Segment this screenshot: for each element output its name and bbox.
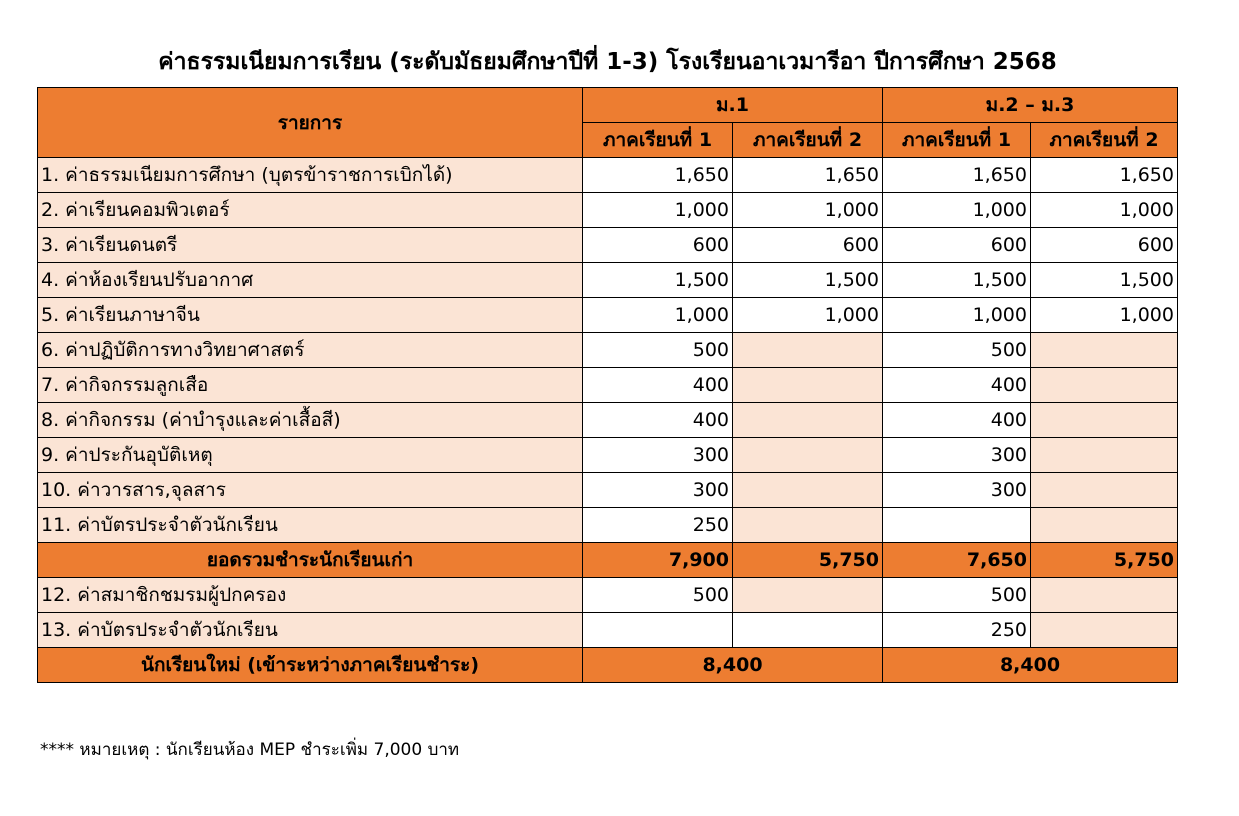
grade-m23-header: ม.2 – ม.3 bbox=[883, 88, 1178, 123]
fee-value: 250 bbox=[883, 613, 1031, 648]
table-row bbox=[38, 333, 1178, 368]
fee-value-empty bbox=[1031, 438, 1178, 473]
fee-value: 500 bbox=[883, 578, 1031, 613]
fee-value-empty bbox=[1031, 403, 1178, 438]
fee-value-empty bbox=[733, 613, 883, 648]
fee-value: 1,500 bbox=[583, 263, 733, 298]
fee-value: 1,000 bbox=[583, 193, 733, 228]
fee-value-empty bbox=[1031, 508, 1178, 543]
item-column-header: รายการ bbox=[38, 88, 583, 158]
m1-term2-header: ภาคเรียนที่ 2 bbox=[733, 123, 883, 158]
new-student-row bbox=[38, 648, 1178, 683]
fee-table bbox=[37, 87, 1178, 683]
fee-value-empty bbox=[883, 508, 1031, 543]
fee-value: 1,650 bbox=[883, 158, 1031, 193]
fee-item-label: 4. ค่าห้องเรียนปรับอากาศ bbox=[38, 263, 583, 298]
fee-value: 600 bbox=[883, 228, 1031, 263]
fee-value: 1,000 bbox=[733, 298, 883, 333]
subtotal-label: ยอดรวมชำระนักเรียนเก่า bbox=[38, 543, 583, 578]
table-row bbox=[38, 613, 1178, 648]
fee-value: 1,000 bbox=[883, 298, 1031, 333]
fee-value: 1,000 bbox=[1031, 193, 1178, 228]
fee-value: 600 bbox=[733, 228, 883, 263]
fee-value: 1,650 bbox=[1031, 158, 1178, 193]
fee-value: 1,000 bbox=[1031, 298, 1178, 333]
subtotal-value: 5,750 bbox=[733, 543, 883, 578]
fee-value: 1,650 bbox=[733, 158, 883, 193]
footnote: **** หมายเหตุ : นักเรียนห้อง MEP ชำระเพิ่ม 7,000 บาท bbox=[40, 740, 460, 760]
table-row bbox=[38, 403, 1178, 438]
subtotal-value: 7,900 bbox=[583, 543, 733, 578]
fee-value: 1,000 bbox=[733, 193, 883, 228]
fee-value: 500 bbox=[583, 578, 733, 613]
table-row bbox=[38, 228, 1178, 263]
fee-value-empty bbox=[733, 403, 883, 438]
fee-value: 300 bbox=[883, 473, 1031, 508]
fee-value: 1,000 bbox=[583, 298, 733, 333]
fee-item-label: 1. ค่าธรรมเนียมการศึกษา (บุตรข้าราชการเบิกได้) bbox=[38, 158, 583, 193]
fee-value: 1,650 bbox=[583, 158, 733, 193]
fee-value-empty bbox=[1031, 578, 1178, 613]
fee-item-label: 12. ค่าสมาชิกชมรมผู้ปกครอง bbox=[38, 578, 583, 613]
fee-item-label: 8. ค่ากิจกรรม (ค่าบำรุงและค่าเสื้อสี) bbox=[38, 403, 583, 438]
fee-item-label: 2. ค่าเรียนคอมพิวเตอร์ bbox=[38, 193, 583, 228]
fee-value: 300 bbox=[583, 438, 733, 473]
fee-value: 1,500 bbox=[733, 263, 883, 298]
fee-item-label: 7. ค่ากิจกรรมลูกเสือ bbox=[38, 368, 583, 403]
fee-value: 300 bbox=[583, 473, 733, 508]
table-row bbox=[38, 263, 1178, 298]
fee-item-label: 13. ค่าบัตรประจำตัวนักเรียน bbox=[38, 613, 583, 648]
fee-value-empty bbox=[583, 613, 733, 648]
table-row bbox=[38, 508, 1178, 543]
table-row bbox=[38, 158, 1178, 193]
fee-value-empty bbox=[733, 473, 883, 508]
table-row bbox=[38, 438, 1178, 473]
m1-term1-header: ภาคเรียนที่ 1 bbox=[583, 123, 733, 158]
m23-term2-header: ภาคเรียนที่ 2 bbox=[1031, 123, 1178, 158]
fee-item-label: 3. ค่าเรียนดนตรี bbox=[38, 228, 583, 263]
new-student-m23-value: 8,400 bbox=[883, 648, 1178, 683]
fee-value-empty bbox=[733, 578, 883, 613]
fee-value-empty bbox=[733, 368, 883, 403]
fee-item-label: 5. ค่าเรียนภาษาจีน bbox=[38, 298, 583, 333]
fee-value: 400 bbox=[883, 368, 1031, 403]
subtotal-value: 5,750 bbox=[1031, 543, 1178, 578]
fee-item-label: 6. ค่าปฏิบัติการทางวิทยาศาสตร์ bbox=[38, 333, 583, 368]
fee-value: 500 bbox=[583, 333, 733, 368]
page-title: ค่าธรรมเนียมการเรียน (ระดับมัธยมศึกษาปีที่ 1-3) โรงเรียนอาเวมารีอา ปีการศึกษา 2568 bbox=[158, 49, 1057, 75]
subtotal-value: 7,650 bbox=[883, 543, 1031, 578]
fee-value: 600 bbox=[583, 228, 733, 263]
table-row bbox=[38, 368, 1178, 403]
table-row bbox=[38, 298, 1178, 333]
fee-item-label: 9. ค่าประกันอุบัติเหตุ bbox=[38, 438, 583, 473]
fee-value-empty bbox=[1031, 473, 1178, 508]
fee-item-label: 11. ค่าบัตรประจำตัวนักเรียน bbox=[38, 508, 583, 543]
fee-value-empty bbox=[1031, 368, 1178, 403]
fee-value-empty bbox=[733, 438, 883, 473]
fee-value: 400 bbox=[583, 403, 733, 438]
fee-value-empty bbox=[733, 508, 883, 543]
m23-term1-header: ภาคเรียนที่ 1 bbox=[883, 123, 1031, 158]
fee-value: 500 bbox=[883, 333, 1031, 368]
table-row bbox=[38, 578, 1178, 613]
subtotal-row bbox=[38, 543, 1178, 578]
fee-value: 300 bbox=[883, 438, 1031, 473]
fee-value: 1,500 bbox=[883, 263, 1031, 298]
fee-item-label: 10. ค่าวารสาร,จุลสาร bbox=[38, 473, 583, 508]
fee-value-empty bbox=[733, 333, 883, 368]
fee-value-empty bbox=[1031, 333, 1178, 368]
table-row bbox=[38, 193, 1178, 228]
new-student-label: นักเรียนใหม่ (เข้าระหว่างภาคเรียนชำระ) bbox=[38, 648, 583, 683]
fee-value-empty bbox=[1031, 613, 1178, 648]
fee-value: 250 bbox=[583, 508, 733, 543]
fee-value: 600 bbox=[1031, 228, 1178, 263]
fee-value: 1,000 bbox=[883, 193, 1031, 228]
fee-value: 400 bbox=[883, 403, 1031, 438]
new-student-m1-value: 8,400 bbox=[583, 648, 883, 683]
table-row bbox=[38, 473, 1178, 508]
fee-value: 1,500 bbox=[1031, 263, 1178, 298]
grade-m1-header: ม.1 bbox=[583, 88, 883, 123]
fee-value: 400 bbox=[583, 368, 733, 403]
